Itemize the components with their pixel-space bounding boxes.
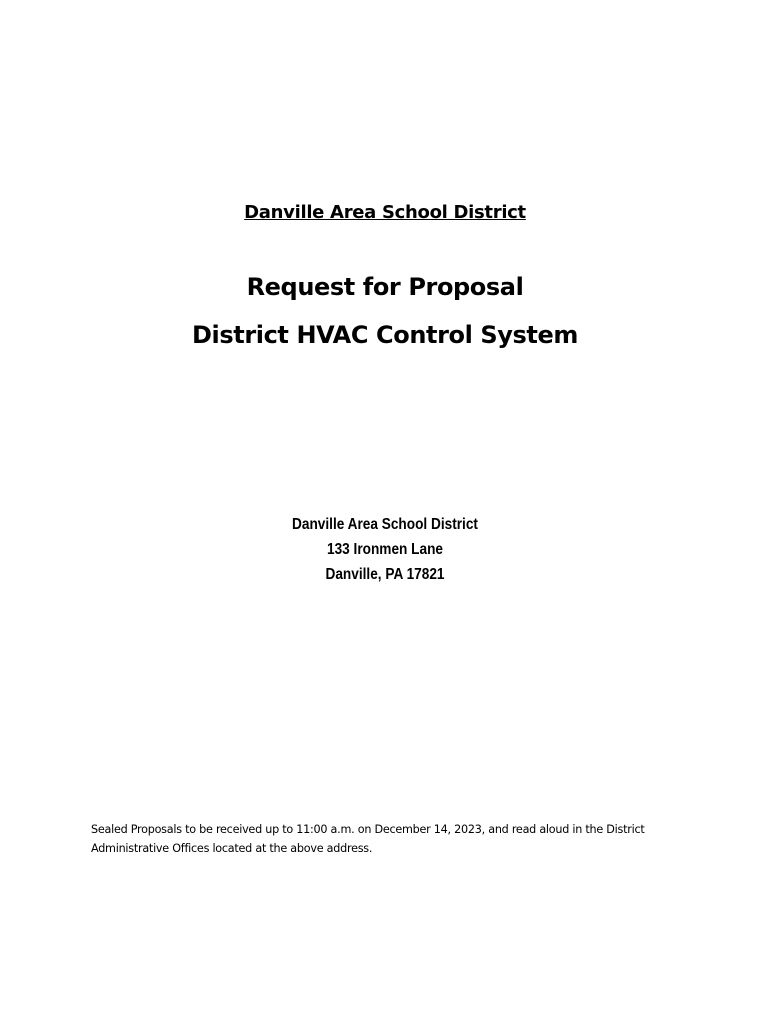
submission-notice xyxy=(91,820,691,858)
address-city-state-zip: Danville, PA 17821 xyxy=(325,566,445,583)
address-block xyxy=(46,512,724,587)
notice-line-1: Sealed Proposals to be received up to 11:00 a.m. on December 14, 2023, and read aloud in the District xyxy=(91,823,645,836)
address-street: 133 Ironmen Lane xyxy=(327,541,443,558)
district-heading: Danville Area School District xyxy=(244,202,526,223)
rfp-title: Request for Proposal xyxy=(246,273,524,301)
rfp-subtitle: District HVAC Control System xyxy=(192,321,578,349)
notice-line-2: Administrative Offices located at the above address. xyxy=(91,842,373,855)
address-name: Danville Area School District xyxy=(292,516,478,533)
